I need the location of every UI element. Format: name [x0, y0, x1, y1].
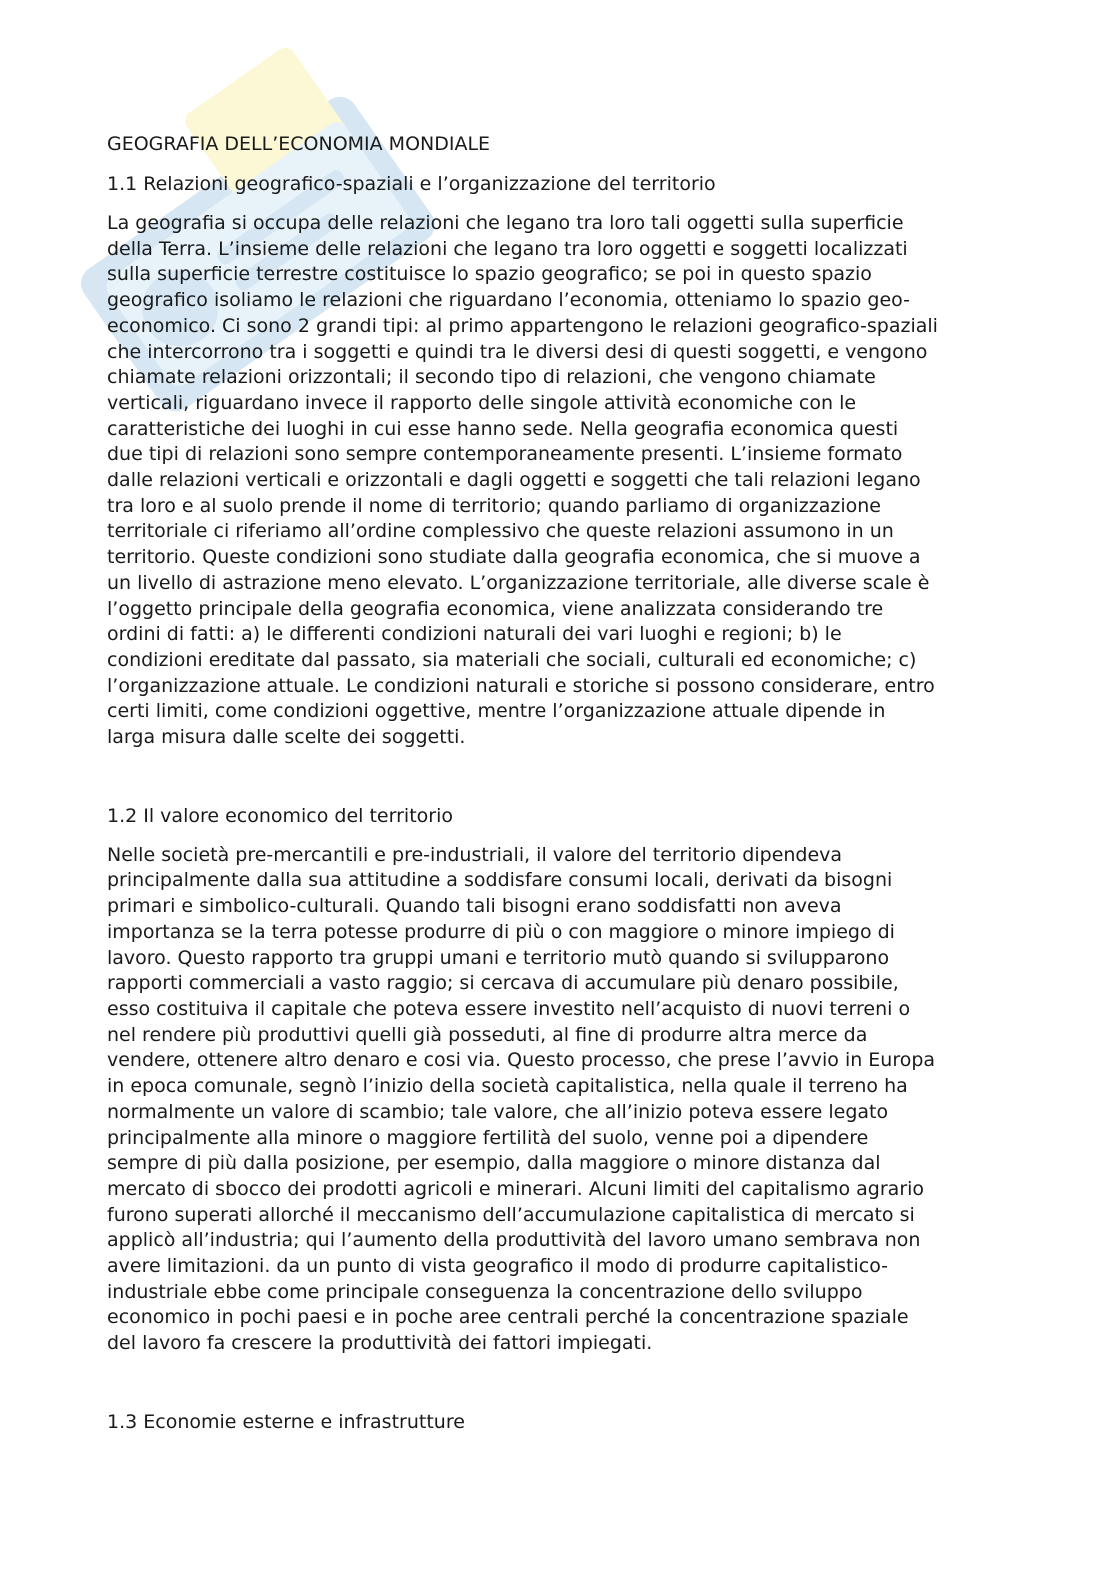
- paragraph-line: industriale ebbe come principale conseguenza la concentrazione dello sviluppo: [107, 1280, 863, 1303]
- section-paragraph: [107, 843, 1007, 1357]
- section-3: [107, 1409, 1007, 1435]
- section-heading: 1.1 Relazioni geografico-spaziali e l’organizzazione del territorio: [107, 173, 716, 195]
- paragraph-line: lavoro. Questo rapporto tra gruppi umani e territorio mutò quando si svilupparono: [107, 946, 890, 969]
- paragraph-line: economico in pochi paesi e in poche aree centrali perché la concentrazione spaziale: [107, 1306, 909, 1329]
- paragraph-line: ordini di fatti: a) le differenti condizioni naturali dei vari luoghi e regioni; b) le: [107, 623, 842, 646]
- paragraph-line: Nelle società pre-mercantili e pre-industriali, il valore del territorio dipendeva: [107, 843, 843, 866]
- paragraph-line: in epoca comunale, segnò l’inizio della società capitalistica, nella quale il terreno ha: [107, 1075, 908, 1098]
- paragraph-line: primari e simbolico-culturali. Quando tali bisogni erano soddisfatti non aveva: [107, 895, 842, 918]
- paragraph-line: economico. Ci sono 2 grandi tipi: al primo appartengono le relazioni geografico-spaziali: [107, 314, 938, 337]
- paragraph-line: geografico isoliamo le relazioni che riguardano l’economia, otteniamo lo spazio geo-: [107, 289, 910, 312]
- paragraph-line: verticali, riguardano invece il rapporto delle singole attività economiche con le: [107, 391, 857, 414]
- paragraph-line: che intercorrono tra i soggetti e quindi tra le diversi desi di questi soggetti, e vengono: [107, 340, 928, 363]
- paragraph-line: tra loro e al suolo prende il nome di territorio; quando parliamo di organizzazione: [107, 494, 881, 517]
- paragraph-line: nel rendere più produttivi quelli già posseduti, al fine di produrre altra merce da: [107, 1023, 868, 1046]
- paragraph-line: furono superati allorché il meccanismo dell’accumulazione capitalistica di mercato si: [107, 1203, 915, 1226]
- section-spacer: [107, 1357, 1007, 1409]
- paragraph-line: sulla superficie terrestre costituisce lo spazio geografico; se poi in questo spazio: [107, 263, 872, 286]
- section-spacer: [107, 751, 1007, 803]
- paragraph-line: vendere, ottenere altro denaro e cosi via. Questo processo, che prese l’avvio in Europa: [107, 1049, 936, 1072]
- paragraph-line: territoriale ci riferiamo all’ordine complessivo che queste relazioni assumono in un: [107, 520, 894, 543]
- paragraph-line: territorio. Queste condizioni sono studiate dalla geografia economica, che si muove a: [107, 546, 921, 569]
- paragraph-line: chiamate relazioni orizzontali; il secondo tipo di relazioni, che vengono chiamate: [107, 366, 876, 389]
- paragraph-line: La geografia si occupa delle relazioni che legano tra loro tali oggetti sulla superficie: [107, 212, 904, 234]
- paragraph-line: applicò all’industria; qui l’aumento della produttività del lavoro umano sembrava non: [107, 1229, 921, 1252]
- paragraph-line: importanza se la terra potesse produrre di più o con maggiore o minore impiego di: [107, 920, 895, 943]
- document-page: [107, 131, 1007, 1449]
- paragraph-line: mercato di sbocco dei prodotti agricoli e minerari. Alcuni limiti del capitalismo agrario: [107, 1177, 925, 1200]
- paragraph-line: un livello di astrazione meno elevato. L’organizzazione territoriale, alle diverse scale è: [107, 571, 930, 594]
- paragraph-line: due tipi di relazioni sono sempre contemporaneamente presenti. L’insieme formato: [107, 443, 903, 466]
- paragraph-line: l’oggetto principale della geografia economica, viene analizzata considerando tre: [107, 597, 884, 620]
- paragraph-line: normalmente un valore di scambio; tale valore, che all’inizio poteva essere legato: [107, 1100, 889, 1123]
- paragraph-line: esso costituiva il capitale che poteva essere investito nell’acquisto di nuovi terreni o: [107, 997, 911, 1020]
- paragraph-line: principalmente dalla sua attitudine a soddisfare consumi locali, derivati da bisogni: [107, 869, 893, 892]
- paragraph-line: condizioni ereditate dal passato, sia materiali che sociali, culturali ed economiche; c): [107, 648, 917, 671]
- section-1: [107, 171, 1007, 751]
- section-paragraph: [107, 211, 1007, 751]
- paragraph-line: avere limitazioni. da un punto di vista geografico il modo di produrre capitalistico-: [107, 1255, 889, 1278]
- paragraph-line: certi limiti, come condizioni oggettive, mentre l’organizzazione attuale dipende in: [107, 700, 886, 723]
- paragraph-line: sempre di più dalla posizione, per esempio, dalla maggiore o minore distanza dal: [107, 1152, 881, 1175]
- paragraph-line: caratteristiche dei luoghi in cui esse hanno sede. Nella geografia economica questi: [107, 417, 899, 440]
- paragraph-line: del lavoro fa crescere la produttività dei fattori impiegati.: [107, 1332, 653, 1355]
- section-2: [107, 803, 1007, 1357]
- paragraph-line: principalmente alla minore o maggiore fertilità del suolo, venne poi a dipendere: [107, 1126, 869, 1149]
- section-heading: 1.2 Il valore economico del territorio: [107, 804, 453, 827]
- paragraph-line: rapporti commerciali a vasto raggio; si cercava di accumulare più denaro possibile,: [107, 972, 899, 995]
- paragraph-line: l’organizzazione attuale. Le condizioni naturali e storiche si possono considerare, entro: [107, 674, 935, 697]
- document-title: GEOGRAFIA DELL’ECONOMIA MONDIALE: [107, 133, 491, 155]
- paragraph-line: della Terra. L’insieme delle relazioni che legano tra loro oggetti e soggetti localizzati: [107, 237, 908, 260]
- paragraph-line: dalle relazioni verticali e orizzontali e dagli oggetti e soggetti che tali relazioni legano: [107, 469, 921, 492]
- section-heading: 1.3 Economie esterne e infrastrutture: [107, 1410, 465, 1433]
- paragraph-line: larga misura dalle scelte dei soggetti.: [107, 726, 466, 749]
